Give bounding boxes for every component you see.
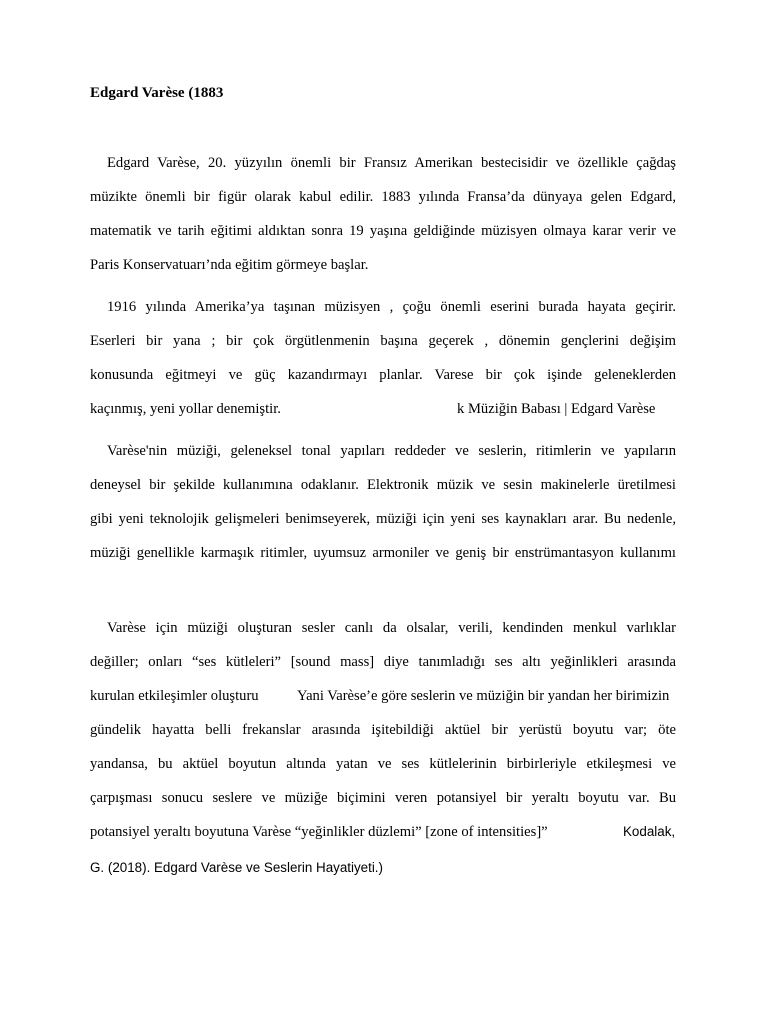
paragraph-2-line-1: 1916 yılında Amerika’ya taşınan müzisyen , çoğu önemli eserini burada hayata geçirir. xyxy=(107,299,676,315)
paragraph-4-line-6: çarpışması sonucu seslere ve müziğe biçimini veren potansiyel bir yeraltı boyutu var. Bu xyxy=(90,790,676,806)
citation-author: Kodalak, xyxy=(623,824,676,839)
paragraph-3-line-2: deneysel bir şekilde kullanımına odaklanır. Elektronik müzik ve sesin makinelerle üretilmesi xyxy=(90,477,676,493)
paragraph-3-line-1: Varèse'nin müziği, geleneksel tonal yapıları reddeder ve seslerin, ritimlerin ve yapıların xyxy=(107,443,676,459)
paragraph-2-line-2: Eserleri bir yana ; bir çok örgütlenmenin başına geçerek , dönemin gençlerini değişim xyxy=(90,333,676,349)
citation-reference: G. (2018). Edgard Varèse ve Seslerin Hayatiyeti.) xyxy=(90,860,383,875)
paragraph-1-line-4: Paris Konservatuarı’nda eğitim görmeye başlar. xyxy=(90,257,369,273)
paragraph-1-line-2: müzikte önemli bir figür olarak kabul edilir. 1883 yılında Fransa’da dünyaya gelen Edgard, xyxy=(90,189,676,205)
paragraph-2-line-4: kaçınmış, yeni yollar denemiştir. xyxy=(90,401,281,417)
paragraph-4-line-4: gündelik hayatta belli frekanslar arasında işitebildiği aktüel bir yerüstü boyutu var; öte xyxy=(90,722,676,738)
paragraph-4-line-2: değiller; onları “ses kütleleri” [sound mass] diye tanımladığı ses altı yeğinlikleri arasında xyxy=(90,654,676,670)
paragraph-4-line-1: Varèse için müziği oluşturan sesler canlı da olsalar, verili, kendinden menkul varlıklar xyxy=(107,620,676,636)
document-title: Edgard Varèse (1883 xyxy=(90,85,224,101)
paragraph-4-line-7: potansiyel yeraltı boyutuna Varèse “yeğinlikler düzlemi” [zone of intensities]” xyxy=(90,824,548,840)
paragraph-3-line-4: müziği genellikle karmaşık ritimler, uyumsuz armoniler ve geniş bir enstrümantasyon kullanımı xyxy=(90,545,676,561)
paragraph-4-line-5: yandansa, bu aktüel boyutun altında yatan ve ses kütlelerinin birbirleriyle etkileşmesi ve xyxy=(90,756,676,772)
source-link-fragment: k Müziğin Babası | Edgard Varèse xyxy=(457,401,656,417)
paragraph-2-line-3: konusunda eğitmeyi ve güç kazandırmayı planlar. Varese bir çok işinde geleneklerden xyxy=(90,367,676,383)
paragraph-4-line-3a: kurulan etkileşimler oluşturu xyxy=(90,688,259,704)
paragraph-1-line-1: Edgard Varèse, 20. yüzyılın önemli bir Fransız Amerikan bestecisidir ve özellikle çağdaş xyxy=(107,155,676,171)
paragraph-1-line-3: matematik ve tarih eğitimi aldıktan sonra 19 yaşına geldiğinde müzisyen olmaya karar verir ve xyxy=(90,223,676,239)
paragraph-4-line-3b: Yani Varèse’e göre seslerin ve müziğin bir yandan her birimizin xyxy=(297,688,670,704)
paragraph-3-line-3: gibi yeni teknolojik gelişmeleri benimseyerek, müziği için yeni ses kaynakları arar. Bu nedenle, xyxy=(90,511,676,527)
